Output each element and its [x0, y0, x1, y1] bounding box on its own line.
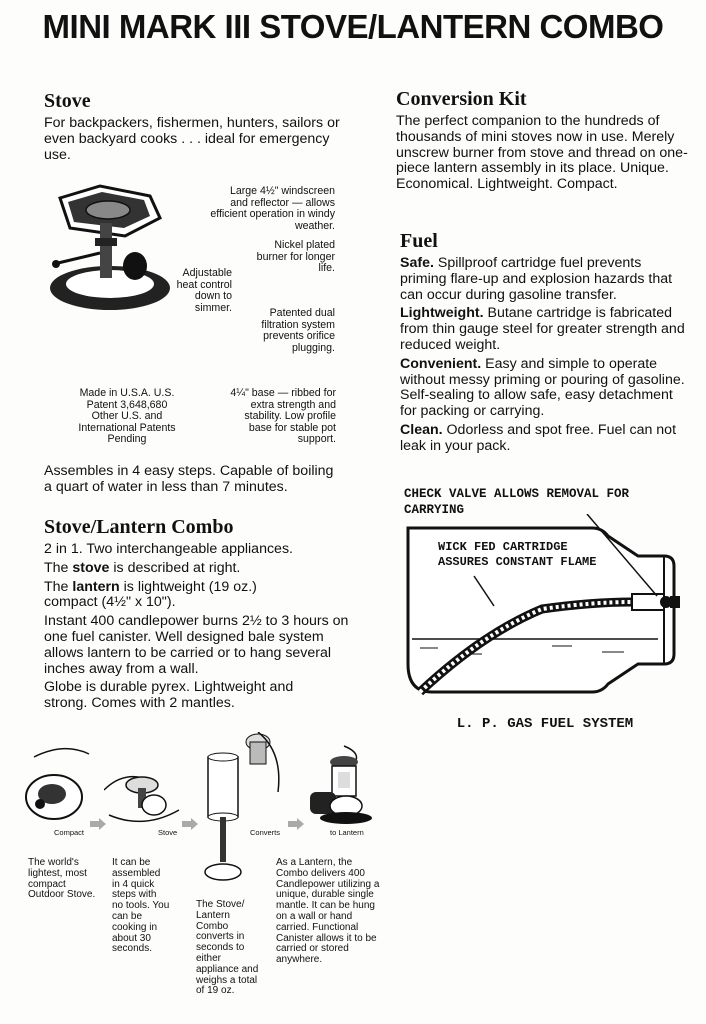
conversion-heading: Conversion Kit	[396, 88, 527, 110]
base-callout: 4¼" base — ribbed for extra strength and stability. Low profile base for stable pot support.	[230, 387, 336, 446]
filtration-callout: Patented dual filtration system prevents orifice plugging.	[261, 307, 335, 354]
step-stove-illustration	[104, 760, 184, 830]
step-caption-converts: The Stove/ Lantern Combo converts in seconds to either appliance and weighs a total of 19 oz.	[196, 899, 259, 997]
fuel-heading: Fuel	[400, 230, 438, 252]
step-label-lantern: to Lantern	[330, 828, 364, 837]
combo-heading: Stove/Lantern Combo	[44, 516, 234, 538]
stove-heading: Stove	[44, 90, 91, 112]
step-caption-compact: The world's lightest, most compact Outdoor Stove.	[28, 857, 96, 901]
step-caption-lantern: As a Lantern, the Combo delivers 400 Candlepower utilizing a unique, durable single mantle. It can be hung on a wall or hand carried. Functional Canister allows it to be carried or stored anywhere.	[276, 857, 380, 966]
combo-p2: The stove is described at right.	[44, 559, 241, 576]
made-in-callout: Made in U.S.A. U.S. Patent 3,648,680 Other U.S. and International Patents Pending	[78, 387, 176, 446]
stove-intro: For backpackers, fishermen, hunters, sailors or even backyard cooks . . . ideal for emergency use.	[44, 115, 340, 163]
page-title: MINI MARK III STOVE/LANTERN COMBO	[42, 8, 664, 45]
fuel-clean: Clean. Odorless and spot free. Fuel can not leak in your pack.	[400, 421, 677, 454]
fuel-safe: Safe. Spillproof cartridge fuel prevents priming flare-up and explosion hazards that can occur during gasoline transfer.	[400, 255, 673, 303]
assembles-text: Assembles in 4 easy steps. Capable of boiling a quart of water in less than 7 minutes.	[44, 463, 334, 495]
burner-callout: Nickel plated burner for longer life.	[256, 239, 335, 275]
step-lantern-illustration	[302, 744, 382, 826]
check-valve-label: CHECK VALVE ALLOWS REMOVAL FOR CARRYING	[404, 487, 630, 517]
step-label-stove: Stove	[158, 828, 178, 837]
combo-p5: Globe is durable pyrex. Lightweight and strong. Comes with 2 mantles.	[44, 679, 294, 712]
diagram-caption: L. P. GAS FUEL SYSTEM	[456, 716, 634, 732]
step-caption-stove: It can be assembled in 4 quick steps with no tools. You can be cooking in about 30 seconds.	[112, 857, 170, 955]
conversion-text: The perfect companion to the hundreds of thousands of mini stoves now in use. Merely unscrew burner from stove and thread on one-piece lantern assembly in its place. Unique. Economical. Lightweight. Compact.	[396, 113, 688, 193]
combo-p4: Instant 400 candlepower burns 2½ to 3 hours on one fuel canister. Well designed bale system allows lantern to be carried or to hang several inches away from a wall.	[44, 613, 349, 677]
fuel-convenient: Convenient. Easy and simple to operate without messy priming or pouring of gasoline. Self-sealing to allow safe, easy detachment for packing or carrying.	[400, 355, 685, 420]
heat-control-callout: Adjustable heat control down to simmer.	[176, 267, 232, 314]
step-label-converts: Converts	[250, 828, 281, 837]
fuel-lightweight: Lightweight. Butane cartridge is fabricated from thin gauge steel for greater strength and reduced weight.	[400, 305, 685, 353]
step-compact-illustration	[14, 742, 94, 827]
stove-illustration	[40, 178, 170, 318]
step-label-compact: Compact	[54, 828, 85, 837]
combo-p1: 2 in 1. Two interchangeable appliances.	[44, 541, 293, 557]
combo-p3: The lantern is lightweight (19 oz.) compact (4½" x 10").	[44, 578, 257, 611]
windscreen-callout: Large 4½" windscreen and reflector — allows efficient operation in windy weather.	[210, 185, 335, 232]
wick-label: WICK FED CARTRIDGE ASSURES CONSTANT FLAME	[438, 540, 597, 569]
arrow-icon	[182, 818, 198, 830]
